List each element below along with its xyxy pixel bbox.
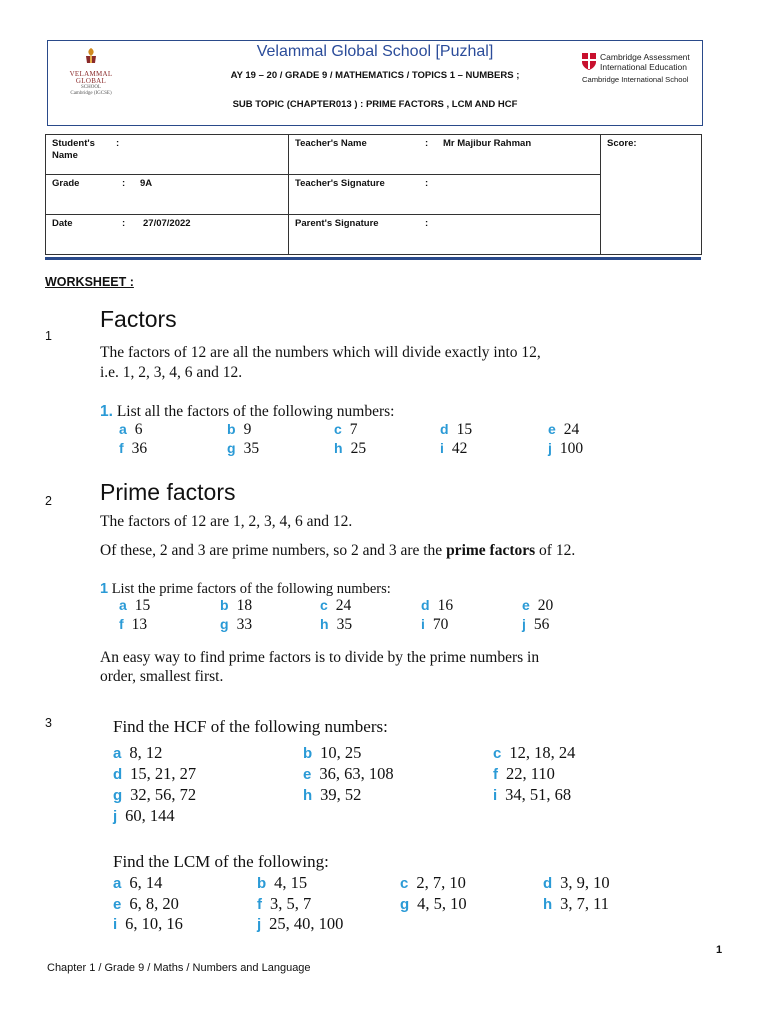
- item-letter: c: [400, 875, 409, 892]
- item-value: 6, 10, 16: [125, 914, 183, 933]
- date-cell: [46, 215, 289, 255]
- item-value: 12, 18, 24: [509, 743, 576, 762]
- exercise-item: [303, 785, 361, 805]
- exercise-item: [119, 597, 150, 615]
- teacher-signature-cell[interactable]: [289, 175, 601, 215]
- item-value: 6, 14: [129, 873, 163, 892]
- colon: :: [425, 218, 429, 229]
- exercise-item: [119, 421, 143, 439]
- section-heading: Prime factors: [100, 479, 236, 505]
- exercise-item: [113, 743, 162, 763]
- item-value: 35: [243, 440, 260, 457]
- exercise-item: [119, 616, 147, 634]
- question-number: 1: [45, 329, 52, 343]
- hcf-title: Find the HCF of the following numbers:: [113, 717, 388, 736]
- item-letter: f: [119, 440, 124, 456]
- item-value: 15: [456, 421, 473, 438]
- item-letter: e: [113, 896, 122, 913]
- exercise-item: [320, 616, 352, 634]
- intro-text: [100, 541, 575, 561]
- exercise-item: [227, 440, 259, 458]
- item-letter: b: [257, 875, 267, 892]
- item-value: 35: [336, 616, 353, 633]
- logo-text: SCHOOL: [80, 85, 101, 90]
- school-title: Velammal Global School [Puzhal]: [256, 43, 494, 60]
- exercise-item: [113, 806, 175, 826]
- item-letter: d: [421, 597, 430, 613]
- item-letter: c: [493, 745, 502, 762]
- exercise-item: [421, 616, 448, 634]
- item-value: 10, 25: [320, 743, 362, 762]
- exercise-item: [440, 440, 467, 458]
- exercise-item: [421, 597, 453, 615]
- intro-text: The factors of 12 are 1, 2, 3, 4, 6 and 12.: [100, 513, 353, 530]
- item-letter: h: [303, 787, 313, 804]
- item-value: 36: [131, 440, 148, 457]
- note-text: An easy way to find prime factors is to divide by the prime numbers in: [100, 649, 540, 666]
- item-letter: j: [522, 616, 526, 632]
- worksheet-label: WORKSHEET :: [45, 275, 134, 289]
- exercise-item: [522, 616, 549, 634]
- grade-value: 9A: [140, 178, 153, 189]
- item-letter: a: [113, 875, 122, 892]
- item-value: 18: [236, 597, 253, 614]
- intro-text-bold: prime factors: [446, 542, 536, 559]
- exercise-item: [548, 440, 583, 458]
- question-number: 3: [45, 716, 52, 730]
- exercise-item: [119, 440, 147, 458]
- item-letter: i: [421, 616, 425, 632]
- item-value: 25, 40, 100: [269, 914, 344, 933]
- date-label: Date: [52, 218, 73, 229]
- item-letter: d: [113, 766, 123, 783]
- item-value: 9: [243, 421, 252, 438]
- item-value: 33: [236, 616, 253, 633]
- item-letter: f: [257, 896, 262, 913]
- parent-signature-cell[interactable]: [289, 215, 601, 255]
- exercise-item: [220, 616, 252, 634]
- exercise-item: [440, 421, 472, 439]
- item-letter: e: [548, 421, 556, 437]
- teacher-name-label: Teacher's Name: [295, 138, 367, 149]
- item-letter: g: [400, 896, 410, 913]
- footer-text: Chapter 1 / Grade 9 / Maths / Numbers and Language: [47, 962, 311, 974]
- intro-text-part: of 12.: [535, 542, 576, 559]
- exercise-item: [303, 743, 361, 763]
- teacher-signature-label: Teacher's Signature: [295, 178, 385, 189]
- subtopic-line: SUB TOPIC (CHAPTER013 ) : PRIME FACTORS , LCM AND HCF: [232, 99, 518, 110]
- item-letter: j: [548, 440, 552, 456]
- grade-label: Grade: [52, 178, 80, 189]
- cambridge-text: [600, 52, 690, 72]
- item-value: 25: [350, 440, 367, 457]
- item-value: 22, 110: [506, 764, 555, 783]
- grade-cell: [46, 175, 289, 215]
- item-letter: j: [113, 808, 118, 825]
- score-cell[interactable]: [601, 135, 702, 255]
- exercise-item: [113, 873, 162, 893]
- item-value: 70: [432, 616, 449, 633]
- exercise-instruction: [100, 579, 391, 599]
- exercise-item: [303, 764, 394, 784]
- logo-text: VELAMMAL: [69, 70, 113, 78]
- item-value: 36, 63, 108: [319, 764, 394, 783]
- exercise-item: [113, 785, 196, 805]
- exercise-item: [493, 743, 575, 763]
- item-value: 42: [451, 440, 468, 457]
- exercise-item: [113, 914, 183, 934]
- item-value: 8, 12: [129, 743, 163, 762]
- exercise-item: [522, 597, 553, 615]
- exercise-item: [113, 894, 179, 914]
- item-letter: j: [257, 916, 262, 933]
- item-value: 6: [134, 421, 143, 438]
- item-value: 24: [335, 597, 352, 614]
- item-value: 15: [134, 597, 151, 614]
- exercise-instruction: [100, 402, 394, 422]
- item-value: 6, 8, 20: [129, 894, 179, 913]
- item-letter: b: [227, 421, 236, 437]
- course-line: AY 19 – 20 / GRADE 9 / MATHEMATICS / TOPICS 1 – NUMBERS ;: [230, 70, 520, 81]
- item-value: 4, 5, 10: [417, 894, 467, 913]
- item-value: 24: [563, 421, 580, 438]
- cambridge-shield-icon: [582, 53, 596, 70]
- item-letter: e: [522, 597, 530, 613]
- exercise-item: [227, 421, 251, 439]
- intro-text: i.e. 1, 2, 3, 4, 6 and 12.: [100, 364, 243, 381]
- student-name-label: Student's Name: [52, 138, 95, 161]
- item-letter: e: [303, 766, 312, 783]
- intro-text-part: Of these, 2 and 3 are prime numbers, so 2 and 3 are the: [100, 542, 447, 559]
- item-value: 4, 15: [274, 873, 308, 892]
- item-letter: a: [119, 597, 127, 613]
- item-letter: h: [543, 896, 553, 913]
- exercise-item: [548, 421, 579, 439]
- colon: :: [425, 178, 429, 189]
- exercise-item: [257, 894, 311, 914]
- exercise-item: [113, 764, 196, 784]
- exercise-item: [543, 894, 609, 914]
- exercise-item: [543, 873, 610, 893]
- exercise-number: 1: [100, 581, 109, 597]
- item-value: 60, 144: [125, 806, 175, 825]
- exercise-item: [400, 894, 467, 914]
- item-value: 15, 21, 27: [130, 764, 197, 783]
- note-text: order, smallest first.: [100, 668, 224, 685]
- exercise-number: 1.: [100, 403, 113, 420]
- exercise-text: List the prime factors of the following numbers:: [111, 581, 391, 597]
- cambridge-school-text: Cambridge International School: [582, 75, 689, 84]
- date-value: 27/07/2022: [143, 218, 191, 229]
- document-header: [47, 40, 703, 126]
- item-letter: a: [119, 421, 127, 437]
- colon: :: [122, 218, 126, 229]
- exercise-item: [320, 597, 351, 615]
- item-letter: c: [334, 421, 342, 437]
- item-letter: i: [493, 787, 498, 804]
- colon: :: [425, 138, 429, 149]
- question-number: 2: [45, 494, 52, 508]
- exercise-item: [257, 873, 307, 893]
- lcm-title: Find the LCM of the following:: [113, 852, 329, 871]
- item-value: 34, 51, 68: [505, 785, 572, 804]
- item-letter: h: [320, 616, 329, 632]
- exercise-item: [334, 440, 366, 458]
- exercise-text: List all the factors of the following numbers:: [116, 403, 395, 420]
- item-value: 3, 5, 7: [270, 894, 312, 913]
- item-value: 32, 56, 72: [130, 785, 197, 804]
- exercise-item: [493, 785, 571, 805]
- logo-text: GLOBAL: [75, 77, 107, 85]
- item-letter: d: [440, 421, 449, 437]
- item-letter: g: [220, 616, 229, 632]
- exercise-item: [220, 597, 252, 615]
- item-letter: i: [440, 440, 444, 456]
- item-letter: g: [227, 440, 236, 456]
- item-letter: b: [303, 745, 313, 762]
- item-letter: c: [320, 597, 328, 613]
- item-value: 20: [537, 597, 554, 614]
- page-number: 1: [716, 944, 723, 956]
- student-info-table: [45, 134, 702, 255]
- teacher-name-cell: [289, 135, 601, 175]
- item-letter: i: [113, 916, 118, 933]
- colon: :: [122, 178, 126, 189]
- item-value: 16: [437, 597, 454, 614]
- student-name-cell[interactable]: [46, 135, 289, 175]
- item-letter: h: [334, 440, 343, 456]
- item-value: 56: [533, 616, 550, 633]
- exercise-item: [334, 421, 358, 439]
- item-letter: f: [119, 616, 124, 632]
- item-value: 2, 7, 10: [416, 873, 466, 892]
- score-label: Score:: [607, 138, 637, 149]
- intro-text: The factors of 12 are all the numbers which will divide exactly into 12,: [100, 344, 541, 361]
- item-value: 7: [349, 421, 358, 438]
- divider: [45, 257, 701, 260]
- exercise-item: [257, 914, 343, 934]
- item-value: 100: [559, 440, 584, 457]
- item-letter: b: [220, 597, 229, 613]
- parent-signature-label: Parent's Signature: [295, 218, 379, 229]
- section-heading: Factors: [100, 306, 177, 332]
- exercise-item: [400, 873, 466, 893]
- teacher-name-value: Mr Majibur Rahman: [443, 138, 532, 149]
- item-letter: g: [113, 787, 123, 804]
- colon: :: [116, 138, 120, 149]
- cambridge-text-line: Cambridge Assessment: [600, 52, 690, 62]
- item-value: 39, 52: [320, 785, 362, 804]
- item-letter: d: [543, 875, 553, 892]
- item-value: 3, 9, 10: [560, 873, 610, 892]
- item-letter: f: [493, 766, 498, 783]
- item-value: 3, 7, 11: [560, 894, 610, 913]
- cambridge-text-line: International Education: [600, 62, 687, 72]
- logo-text: Cambridge (IGCSE): [70, 91, 112, 96]
- item-letter: a: [113, 745, 122, 762]
- cambridge-logo: [582, 53, 700, 87]
- item-value: 13: [131, 616, 148, 633]
- exercise-item: [493, 764, 555, 784]
